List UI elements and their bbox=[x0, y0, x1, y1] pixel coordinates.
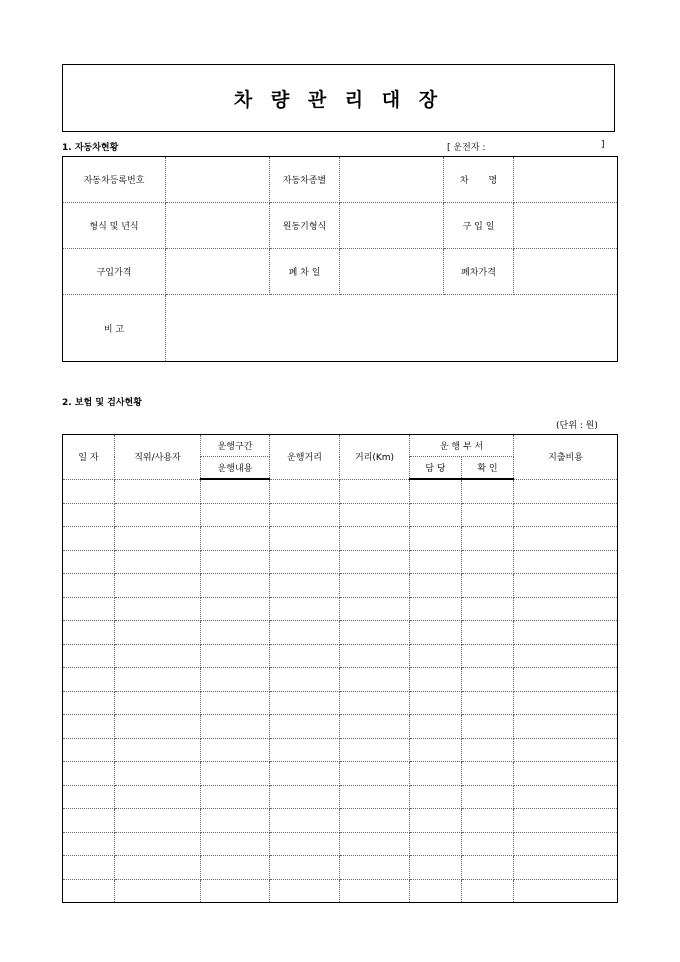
purchase-date-value[interactable] bbox=[514, 203, 618, 249]
table-cell[interactable] bbox=[201, 785, 270, 809]
purchase-date-label: 구 입 일 bbox=[444, 203, 514, 249]
table-cell[interactable] bbox=[63, 715, 115, 739]
table-cell[interactable] bbox=[63, 856, 115, 880]
table-cell[interactable] bbox=[514, 762, 618, 786]
table-row bbox=[63, 715, 618, 739]
table-cell[interactable] bbox=[462, 597, 514, 621]
table-cell[interactable] bbox=[201, 479, 270, 503]
usage-log-table bbox=[62, 434, 618, 903]
table-cell[interactable] bbox=[340, 856, 410, 880]
table-cell[interactable] bbox=[462, 644, 514, 668]
scrap-price-label: 폐차가격 bbox=[444, 249, 514, 295]
table-cell[interactable] bbox=[514, 550, 618, 574]
header-date: 일 자 bbox=[63, 435, 115, 480]
table-cell[interactable] bbox=[115, 503, 201, 527]
table-cell[interactable] bbox=[270, 527, 340, 551]
reg-number-label: 자동차등록번호 bbox=[63, 157, 166, 203]
table-cell[interactable] bbox=[201, 668, 270, 692]
table-cell[interactable] bbox=[462, 621, 514, 645]
table-cell[interactable] bbox=[340, 762, 410, 786]
table-cell[interactable] bbox=[514, 738, 618, 762]
table-row bbox=[63, 644, 618, 668]
table-cell[interactable] bbox=[115, 832, 201, 856]
table-cell[interactable] bbox=[462, 762, 514, 786]
purchase-price-label: 구입가격 bbox=[63, 249, 166, 295]
table-cell[interactable] bbox=[115, 550, 201, 574]
table-cell[interactable] bbox=[115, 879, 201, 903]
table-cell[interactable] bbox=[340, 738, 410, 762]
table-cell[interactable] bbox=[270, 879, 340, 903]
table-cell[interactable] bbox=[340, 832, 410, 856]
table-cell[interactable] bbox=[270, 597, 340, 621]
header-dept-user: 직위/사용자 bbox=[115, 435, 201, 480]
table-cell[interactable] bbox=[270, 738, 340, 762]
table-cell[interactable] bbox=[514, 644, 618, 668]
table-row bbox=[63, 503, 618, 527]
header-distance-km: 거리(Km) bbox=[340, 435, 410, 480]
table-cell[interactable] bbox=[340, 809, 410, 833]
table-cell[interactable] bbox=[340, 527, 410, 551]
table-cell[interactable] bbox=[63, 503, 115, 527]
table-cell[interactable] bbox=[340, 503, 410, 527]
section2-label: 2. 보험 및 검사현황 bbox=[62, 398, 142, 408]
car-type-value[interactable] bbox=[340, 157, 444, 203]
table-cell[interactable] bbox=[340, 621, 410, 645]
table-cell[interactable] bbox=[410, 668, 462, 692]
table-cell[interactable] bbox=[410, 644, 462, 668]
table-cell[interactable] bbox=[462, 879, 514, 903]
table-cell[interactable] bbox=[115, 715, 201, 739]
table-row bbox=[63, 691, 618, 715]
table-cell[interactable] bbox=[270, 856, 340, 880]
header-dept-group: 운 행 부 서 bbox=[410, 435, 514, 457]
table-cell[interactable] bbox=[201, 597, 270, 621]
table-cell[interactable] bbox=[115, 856, 201, 880]
table-cell[interactable] bbox=[270, 574, 340, 598]
table-cell[interactable] bbox=[201, 879, 270, 903]
table-cell[interactable] bbox=[340, 785, 410, 809]
table-row bbox=[63, 550, 618, 574]
table-row bbox=[63, 479, 618, 503]
table-cell[interactable] bbox=[514, 621, 618, 645]
table-cell[interactable] bbox=[201, 715, 270, 739]
header-route: 운행구간 bbox=[201, 435, 270, 457]
scrap-date-value[interactable] bbox=[340, 249, 444, 295]
model-year-value[interactable] bbox=[166, 203, 270, 249]
table-cell[interactable] bbox=[340, 879, 410, 903]
table-cell[interactable] bbox=[270, 644, 340, 668]
car-name-label: 차 명 bbox=[444, 157, 514, 203]
table-cell[interactable] bbox=[115, 785, 201, 809]
table-cell[interactable] bbox=[462, 715, 514, 739]
table-row bbox=[63, 762, 618, 786]
reg-number-value[interactable] bbox=[166, 157, 270, 203]
header-content: 운행내용 bbox=[201, 457, 270, 480]
title-box bbox=[62, 64, 615, 132]
table-cell[interactable] bbox=[270, 621, 340, 645]
table-row bbox=[63, 668, 618, 692]
table-cell[interactable] bbox=[270, 503, 340, 527]
car-type-label: 자동차종별 bbox=[270, 157, 340, 203]
table-cell[interactable] bbox=[462, 785, 514, 809]
car-name-value[interactable] bbox=[514, 157, 618, 203]
table-cell[interactable] bbox=[270, 809, 340, 833]
engine-type-label: 원동기형식 bbox=[270, 203, 340, 249]
header-expense: 지출비용 bbox=[514, 435, 618, 480]
table-cell[interactable] bbox=[201, 574, 270, 598]
table-row bbox=[63, 597, 618, 621]
table-cell[interactable] bbox=[514, 715, 618, 739]
table-cell[interactable] bbox=[410, 715, 462, 739]
page-title: 차 량 관 리 대 장 bbox=[233, 88, 444, 111]
scrap-price-value[interactable] bbox=[514, 249, 618, 295]
table-cell[interactable] bbox=[410, 621, 462, 645]
table-cell[interactable] bbox=[340, 574, 410, 598]
table-cell[interactable] bbox=[201, 738, 270, 762]
driver-close: ] bbox=[601, 140, 605, 150]
table-row bbox=[63, 809, 618, 833]
table-cell[interactable] bbox=[201, 691, 270, 715]
table-cell[interactable] bbox=[514, 832, 618, 856]
table-cell[interactable] bbox=[340, 597, 410, 621]
table-cell[interactable] bbox=[63, 785, 115, 809]
table-cell[interactable] bbox=[514, 527, 618, 551]
table-cell[interactable] bbox=[410, 597, 462, 621]
table-cell[interactable] bbox=[462, 691, 514, 715]
table-cell[interactable] bbox=[201, 762, 270, 786]
table-cell[interactable] bbox=[410, 809, 462, 833]
table-cell[interactable] bbox=[514, 479, 618, 503]
table-cell[interactable] bbox=[115, 574, 201, 598]
table-cell[interactable] bbox=[462, 832, 514, 856]
note-value[interactable] bbox=[166, 295, 618, 362]
table-cell[interactable] bbox=[462, 668, 514, 692]
table-cell[interactable] bbox=[201, 644, 270, 668]
purchase-price-value[interactable] bbox=[166, 249, 270, 295]
table-cell[interactable] bbox=[270, 479, 340, 503]
table-cell[interactable] bbox=[63, 550, 115, 574]
table-cell[interactable] bbox=[514, 574, 618, 598]
table-cell[interactable] bbox=[63, 738, 115, 762]
table-cell[interactable] bbox=[201, 503, 270, 527]
table-cell[interactable] bbox=[63, 621, 115, 645]
table-cell[interactable] bbox=[63, 668, 115, 692]
table-cell[interactable] bbox=[462, 550, 514, 574]
table-cell[interactable] bbox=[270, 832, 340, 856]
table-cell[interactable] bbox=[63, 762, 115, 786]
table-cell[interactable] bbox=[514, 785, 618, 809]
table-cell[interactable] bbox=[462, 574, 514, 598]
header-manager: 담 당 bbox=[410, 457, 462, 480]
table-cell[interactable] bbox=[462, 738, 514, 762]
table-cell[interactable] bbox=[410, 479, 462, 503]
table-cell[interactable] bbox=[115, 479, 201, 503]
table-cell[interactable] bbox=[115, 691, 201, 715]
table-cell[interactable] bbox=[514, 809, 618, 833]
unit-note: (단위 : 원) bbox=[556, 421, 598, 431]
table-cell[interactable] bbox=[340, 479, 410, 503]
usage-log-body bbox=[63, 479, 618, 903]
header-confirm: 확 인 bbox=[462, 457, 514, 480]
table-cell[interactable] bbox=[63, 479, 115, 503]
table-cell[interactable] bbox=[63, 691, 115, 715]
table-row bbox=[63, 527, 618, 551]
table-cell[interactable] bbox=[410, 856, 462, 880]
table-cell[interactable] bbox=[462, 856, 514, 880]
table-cell[interactable] bbox=[410, 503, 462, 527]
table-cell[interactable] bbox=[115, 762, 201, 786]
table-cell[interactable] bbox=[115, 527, 201, 551]
table-cell[interactable] bbox=[410, 832, 462, 856]
table-row bbox=[63, 856, 618, 880]
table-cell[interactable] bbox=[462, 479, 514, 503]
table-cell[interactable] bbox=[270, 668, 340, 692]
table-row bbox=[63, 621, 618, 645]
table-cell[interactable] bbox=[201, 527, 270, 551]
engine-type-value[interactable] bbox=[340, 203, 444, 249]
table-cell[interactable] bbox=[201, 856, 270, 880]
table-cell[interactable] bbox=[462, 809, 514, 833]
table-cell[interactable] bbox=[63, 879, 115, 903]
table-row bbox=[63, 738, 618, 762]
table-cell[interactable] bbox=[514, 879, 618, 903]
table-cell[interactable] bbox=[270, 715, 340, 739]
table-cell[interactable] bbox=[115, 668, 201, 692]
table-cell[interactable] bbox=[63, 527, 115, 551]
driver-label: [ 운전자 : bbox=[447, 143, 486, 153]
section1-label: 1. 자동차현황 bbox=[62, 143, 119, 153]
table-cell[interactable] bbox=[63, 809, 115, 833]
table-cell[interactable] bbox=[462, 527, 514, 551]
table-cell[interactable] bbox=[270, 785, 340, 809]
table-cell[interactable] bbox=[115, 597, 201, 621]
table-cell[interactable] bbox=[514, 856, 618, 880]
table-cell[interactable] bbox=[410, 550, 462, 574]
table-cell[interactable] bbox=[410, 879, 462, 903]
table-cell[interactable] bbox=[201, 550, 270, 574]
table-cell[interactable] bbox=[115, 644, 201, 668]
table-cell[interactable] bbox=[115, 621, 201, 645]
table-cell[interactable] bbox=[340, 691, 410, 715]
table-cell[interactable] bbox=[201, 832, 270, 856]
table-cell[interactable] bbox=[115, 738, 201, 762]
table-cell[interactable] bbox=[270, 550, 340, 574]
table-cell[interactable] bbox=[340, 715, 410, 739]
table-cell[interactable] bbox=[410, 574, 462, 598]
table-cell[interactable] bbox=[514, 691, 618, 715]
table-cell[interactable] bbox=[270, 762, 340, 786]
vehicle-info-table bbox=[62, 156, 618, 362]
note-label: 비 고 bbox=[63, 295, 166, 362]
table-cell[interactable] bbox=[63, 832, 115, 856]
table-cell[interactable] bbox=[410, 691, 462, 715]
table-row bbox=[63, 879, 618, 903]
header-distance-run: 운행거리 bbox=[270, 435, 340, 480]
table-cell[interactable] bbox=[115, 809, 201, 833]
table-cell[interactable] bbox=[410, 762, 462, 786]
table-cell[interactable] bbox=[201, 621, 270, 645]
table-cell[interactable] bbox=[410, 738, 462, 762]
table-cell[interactable] bbox=[514, 503, 618, 527]
table-cell[interactable] bbox=[201, 809, 270, 833]
table-cell[interactable] bbox=[410, 785, 462, 809]
table-cell[interactable] bbox=[462, 503, 514, 527]
table-cell[interactable] bbox=[63, 597, 115, 621]
table-cell[interactable] bbox=[63, 644, 115, 668]
table-cell[interactable] bbox=[514, 668, 618, 692]
table-cell[interactable] bbox=[63, 574, 115, 598]
table-row bbox=[63, 832, 618, 856]
table-cell[interactable] bbox=[340, 550, 410, 574]
table-row bbox=[63, 785, 618, 809]
table-cell[interactable] bbox=[410, 527, 462, 551]
table-row bbox=[63, 574, 618, 598]
table-cell[interactable] bbox=[340, 644, 410, 668]
table-cell[interactable] bbox=[514, 597, 618, 621]
table-cell[interactable] bbox=[270, 691, 340, 715]
scrap-date-label: 폐 차 일 bbox=[270, 249, 340, 295]
table-cell[interactable] bbox=[340, 668, 410, 692]
model-year-label: 형식 및 년식 bbox=[63, 203, 166, 249]
